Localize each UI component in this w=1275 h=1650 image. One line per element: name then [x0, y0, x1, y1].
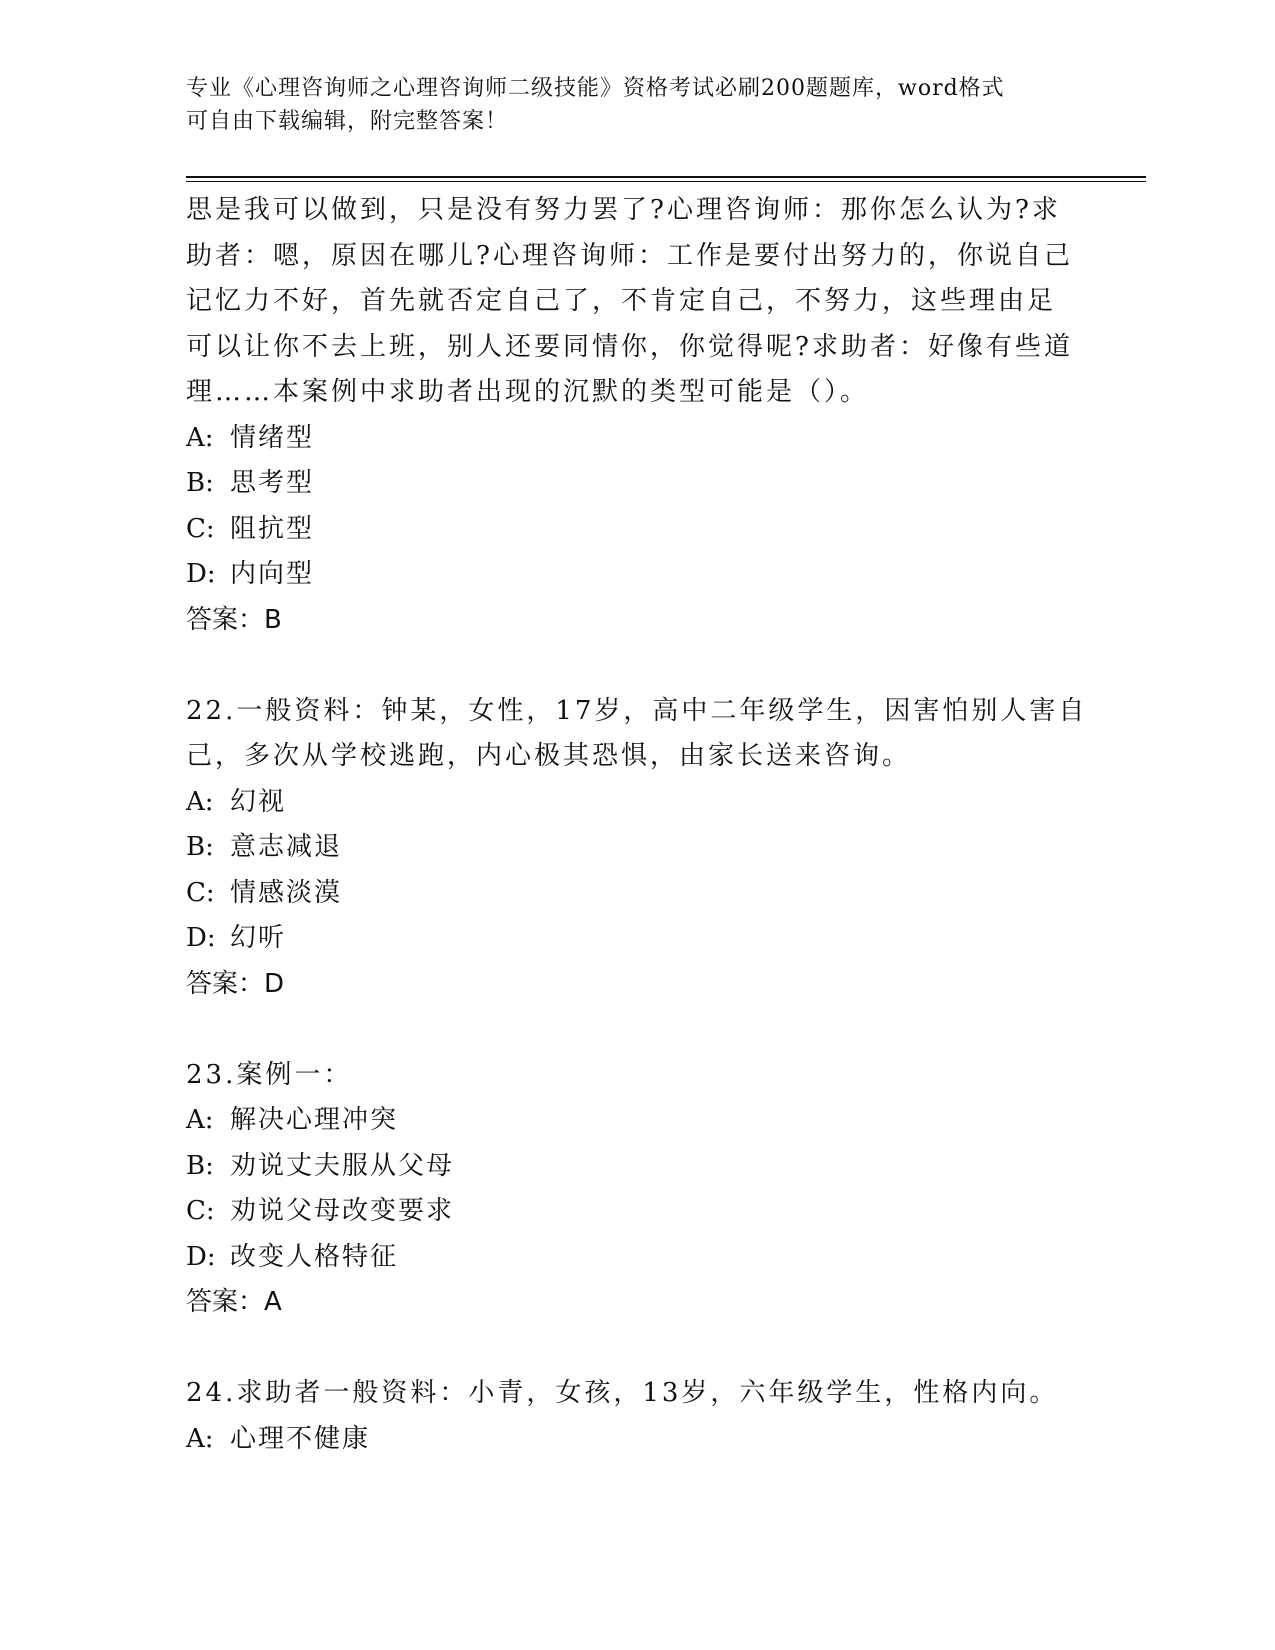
option-key: C: — [186, 513, 215, 544]
answer-line: 答案：A — [186, 1287, 282, 1317]
option-d — [186, 552, 1086, 598]
question-stem-line: 22.一般资料：钟某，女性，17岁，高中二年级学生，因害怕别人害自 — [186, 695, 1088, 726]
option-key: C: — [186, 877, 215, 908]
option-b — [186, 461, 1086, 507]
option-key: A: — [186, 786, 214, 817]
answer-line: 答案：B — [186, 604, 282, 635]
option-a — [186, 1417, 1086, 1463]
option-key: C: — [186, 1196, 215, 1226]
option-b — [186, 1144, 1086, 1190]
option-text: 劝说丈夫服从父母 — [230, 1150, 455, 1181]
question-stem-line: 理……本案例中求助者出现的沉默的类型可能是（）。 — [186, 377, 870, 407]
header-line-1: 专业《心理咨询师之心理咨询师二级技能》资格考试必刷200题题库，word格式 — [186, 76, 1005, 101]
option-text: 思考型 — [230, 468, 315, 498]
option-key: D: — [186, 923, 216, 953]
option-text: 阻抗型 — [230, 513, 315, 544]
option-text: 劝说父母改变要求 — [230, 1196, 455, 1226]
question-stem-line: 可以让你不去上班，别人还要同情你，你觉得呢?求助者：好像有些道 — [186, 331, 1073, 362]
header-divider-thick — [186, 176, 1146, 178]
question-stem-line: 助者：嗯，原因在哪儿?心理咨询师：工作是要付出努力的，你说自己 — [186, 240, 1073, 271]
question-24 — [186, 1371, 1086, 1462]
answer-line: 答案：D — [186, 968, 285, 999]
question-content — [186, 188, 1086, 1462]
option-d — [186, 1235, 1086, 1281]
page-header — [186, 72, 1086, 138]
header-divider-thin — [186, 181, 1146, 182]
option-c — [186, 871, 1086, 917]
option-key: D: — [186, 559, 216, 589]
option-key: A: — [186, 1423, 214, 1454]
option-b — [186, 825, 1086, 871]
option-a — [186, 416, 1086, 462]
question-stem-line: 记忆力不好，首先就否定自己了，不肯定自己，不努力，这些理由足 — [186, 286, 1057, 316]
option-text: 解决心理冲突 — [230, 1105, 399, 1135]
option-d — [186, 916, 1086, 962]
spacer — [186, 1007, 1086, 1053]
option-key: A: — [186, 1105, 214, 1135]
option-text: 内向型 — [230, 559, 315, 589]
option-text: 情感淡漠 — [230, 877, 343, 908]
option-a — [186, 780, 1086, 826]
spacer — [186, 1326, 1086, 1372]
header-line-2: 可自由下载编辑，附完整答案！ — [186, 109, 509, 134]
option-key: B: — [186, 832, 214, 862]
option-a — [186, 1098, 1086, 1144]
question-23 — [186, 1053, 1086, 1326]
option-text: 意志减退 — [230, 832, 343, 862]
question-stem-line: 己，多次从学校逃跑，内心极其恐惧，由家长送来咨询。 — [186, 741, 912, 771]
option-text: 幻听 — [230, 923, 287, 953]
option-text: 情绪型 — [230, 422, 315, 453]
option-key: B: — [186, 468, 214, 498]
question-22 — [186, 689, 1086, 1008]
option-key: D: — [186, 1241, 216, 1272]
question-stem-line: 思是我可以做到，只是没有努力罢了?心理咨询师：那你怎么认为?求 — [186, 195, 1061, 225]
option-text: 心理不健康 — [230, 1423, 371, 1454]
option-key: B: — [186, 1150, 214, 1181]
spacer — [186, 643, 1086, 689]
question-stem-line: 23.案例一： — [186, 1059, 353, 1090]
option-key: A: — [186, 422, 214, 453]
question-21 — [186, 188, 1086, 643]
option-c — [186, 1189, 1086, 1235]
question-stem-line: 24.求助者一般资料：小青，女孩，13岁，六年级学生，性格内向。 — [186, 1378, 1059, 1408]
option-c — [186, 507, 1086, 553]
option-text: 幻视 — [230, 786, 287, 817]
option-text: 改变人格特征 — [230, 1241, 399, 1272]
